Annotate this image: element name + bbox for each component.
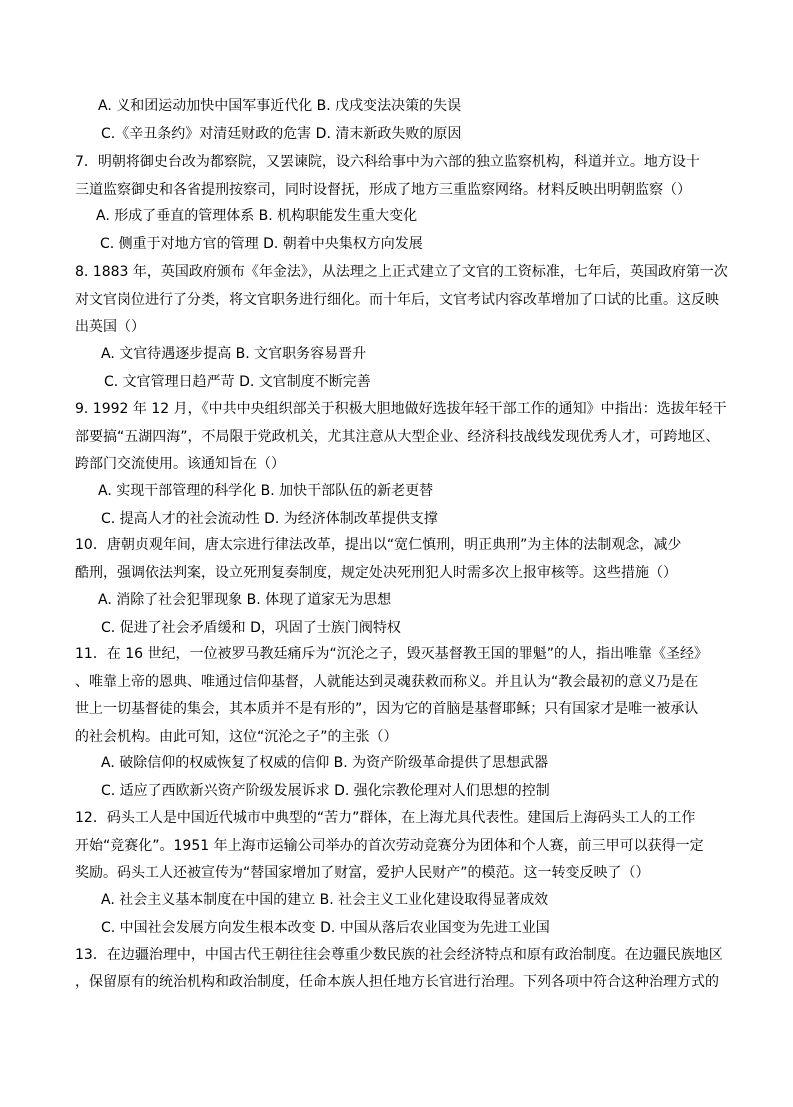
q7-stem-line2: 三道监察御史和各省提刑按察司，同时设督抚，形成了地方三重监察网络。材料反映出明朝监察（） — [75, 182, 691, 198]
q6-options-ab: A. 义和团运动加快中国军事近代化 B. 戊戌变法决策的失误 — [98, 98, 462, 114]
q12-options-cd: C. 中国社会发展方向发生根本改变 D. 中国从落后农业国变为先进工业国 — [101, 920, 550, 936]
q11-stem-line4: 的社会机构。由此可知，这位“沉沦之子”的主张（） — [75, 729, 398, 745]
q12-options-ab: A. 社会主义基本制度在中国的建立 B. 社会主义工业化建设取得显著成效 — [101, 892, 549, 908]
q11-stem-line1: 11．在 16 世纪，一位被罗马教廷痛斥为“沉沦之子，毁灭基督教王国的罪魁”的人，指出唯靠《圣经》 — [75, 646, 709, 662]
q9-stem-line3: 跨部门交流使用。该通知旨在（） — [75, 456, 285, 472]
q8-stem-line3: 出英国（） — [75, 319, 145, 335]
q7-options-cd: C. 侧重于对地方官的管理 D. 朝着中央集权方向发展 — [100, 236, 423, 252]
q8-stem-line1: 8. 1883 年，英国政府颁布《年金法》，从法理之上正式建立了文官的工资标准，七年后，英国政府第一次 — [75, 264, 728, 280]
q9-stem-line2: 部要搞“五湖四海”，不局限于党政机关，尤其注意从大型企业、经济科技战线发现优秀人才，可跨地区、 — [75, 429, 720, 445]
q8-options-cd: C. 文官管理日趋严苛 D. 文官制度不断完善 — [104, 374, 371, 390]
q13-stem-line1: 13．在边疆治理中，中国古代王朝往往会尊重少数民族的社会经济特点和原有政治制度。在边疆民族地区 — [75, 947, 723, 963]
q11-options-ab: A. 破除信仰的权威恢复了权威的信仰 B. 为资产阶级革命提供了思想武器 — [101, 755, 549, 771]
q8-options-ab: A. 文官待遇逐步提高 B. 文官职务容易晋升 — [101, 346, 367, 362]
q6-options-cd: C.《辛丑条约》对清廷财政的危害 D. 清末新政失败的原因 — [101, 126, 462, 142]
q13-stem-line2: ，保留原有的统治机构和政治制度，任命本族人担任地方长官进行治理。下列各项中符合这种治理方式的 — [75, 974, 719, 990]
q7-options-ab: A. 形成了垂直的管理体系 B. 机构职能发生重大变化 — [96, 208, 418, 224]
q7-stem-line1: 7．明朝将御史台改为都察院，又罢谏院，设六科给事中为六部的独立监察机构，科道并立。地方设十 — [75, 154, 700, 170]
q10-stem-line2: 酷刑，强调依法判案，设立死刑复奏制度，规定处决死刑犯人时需多次上报审核等。这些措施（） — [75, 565, 677, 581]
q9-options-ab: A. 实现干部管理的科学化 B. 加快干部队伍的新老更替 — [98, 483, 434, 499]
q9-stem-line1: 9. 1992 年 12 月，《中共中央组织部关于积极大胆地做好选拔年轻干部工作的通知》中指出：选拔年轻干 — [75, 401, 727, 417]
q11-stem-line2: 、唯靠上帝的恩典、唯通过信仰基督，人就能达到灵魂获救而称义。并且认为“教会最初的意义乃是在 — [75, 674, 699, 690]
q8-stem-line2: 对文官岗位进行了分类，将文官职务进行细化。而十年后，文官考试内容改革增加了口试的比重。这反映 — [75, 292, 719, 308]
q12-stem-line2: 开始“竞赛化”。1951 年上海市运输公司举办的首次劳动竞赛分为团体和个人赛，前三甲可以获得一定 — [75, 838, 704, 854]
q12-stem-line3: 奖励。码头工人还被宣传为“替国家增加了财富，爱护人民财产”的模范。这一转变反映了（） — [75, 865, 650, 881]
q9-options-cd: C. 提高人才的社会流动性 D. 为经济体制改革提供支撑 — [101, 511, 438, 527]
q10-options-cd: C. 促进了社会矛盾缓和 D，巩固了士族门阀特权 — [101, 620, 401, 636]
q12-stem-line1: 12．码头工人是中国近代城市中典型的“苦力”群体，在上海尤具代表性。建国后上海码头工人的工作 — [75, 810, 696, 826]
q11-stem-line3: 世上一切基督徒的集会，其本质并不是有形的”，因为它的首脑是基督耶稣；只有国家才是唯一被承认 — [75, 701, 699, 717]
q10-stem-line1: 10．唐朝贞观年间，唐太宗进行律法改革，提出以“宽仁慎刑，明正典刑”为主体的法制观念，减少 — [75, 537, 682, 553]
q11-options-cd: C. 适应了西欧新兴资产阶级发展诉求 D. 强化宗教伦理对人们思想的控制 — [101, 783, 550, 799]
q10-options-ab: A. 消除了社会犯罪现象 B. 体现了道家无为思想 — [98, 592, 392, 608]
